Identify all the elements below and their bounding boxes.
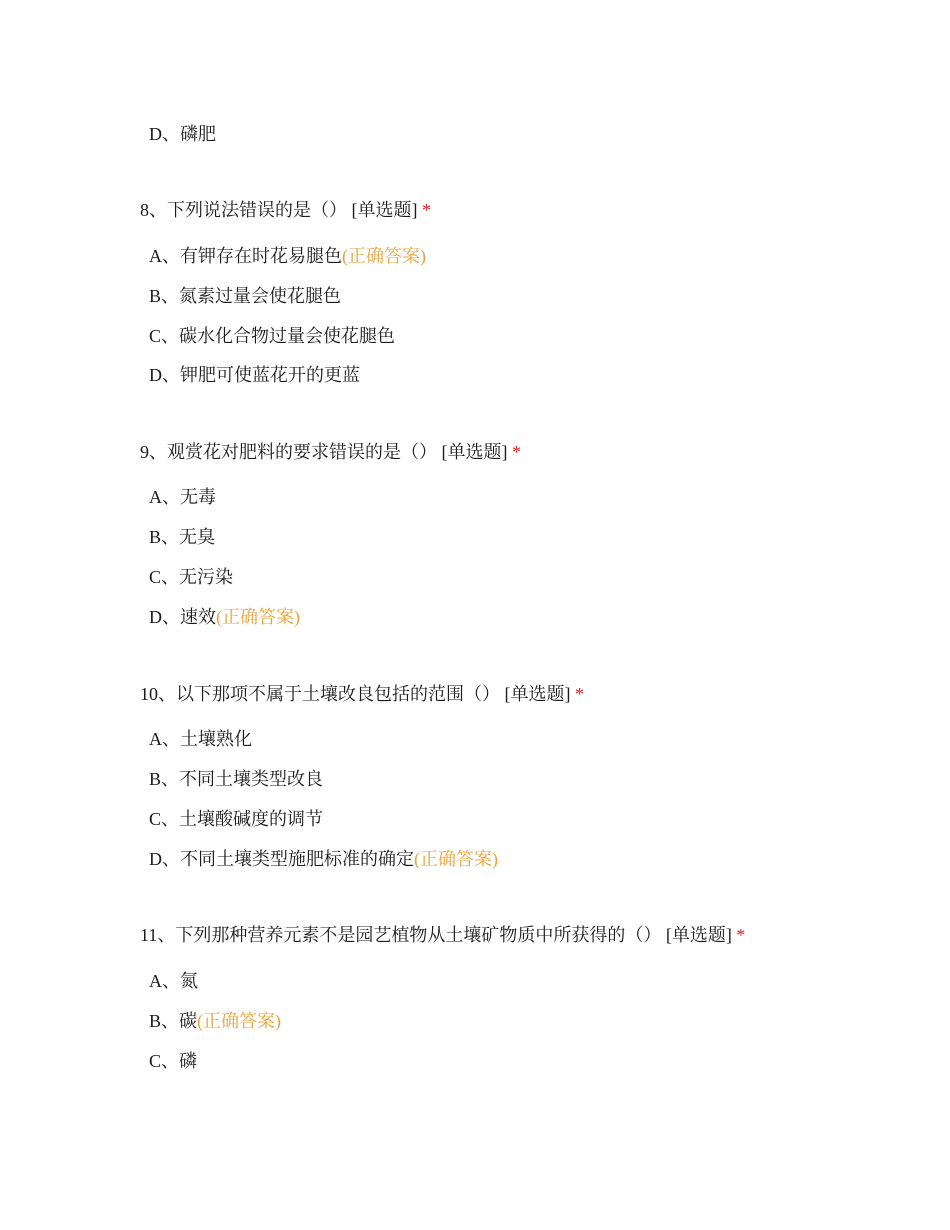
required-mark: * [736, 925, 746, 945]
question-9-option-d [149, 605, 300, 629]
option-label: C、土壤酸碱度的调节 [149, 809, 324, 829]
option-label: B、不同土壤类型改良 [149, 769, 324, 789]
question-11-option-b [149, 1009, 281, 1033]
option-label: C、磷 [149, 1051, 198, 1071]
question-type: [单选题] [351, 200, 418, 220]
question-type: [单选题] [441, 442, 508, 462]
required-mark: * [575, 684, 584, 704]
question-11-option-a [149, 969, 198, 993]
question-type: [单选题] [504, 684, 571, 704]
question-10-title [140, 682, 584, 706]
question-type: [单选题] [665, 925, 732, 945]
question-9-option-b [149, 525, 215, 549]
option-label: A、土壤熟化 [149, 729, 252, 749]
question-9-title [140, 440, 521, 464]
question-8-option-d [149, 363, 360, 387]
option-label: B、无臭 [149, 527, 216, 547]
option-label: A、无毒 [149, 487, 216, 507]
question-10-option-c [149, 807, 323, 831]
question-8-option-b [149, 284, 341, 308]
question-8-title [140, 198, 431, 222]
question-11-title [140, 923, 745, 947]
option-label: D、速效 [149, 607, 216, 627]
option-label: B、氮素过量会使花腿色 [149, 286, 342, 306]
question-text: 9、观赏花对肥料的要求错误的是（） [140, 442, 437, 462]
question-11-option-c [149, 1049, 197, 1073]
question-text: 8、下列说法错误的是（） [140, 200, 347, 220]
correct-answer-tag: (正确答案) [216, 607, 300, 627]
required-mark: * [422, 200, 431, 220]
question-text: 10、以下那项不属于土壤改良包括的范围（） [140, 684, 500, 704]
question-10-option-a [149, 727, 252, 751]
option-d [149, 122, 216, 146]
correct-answer-tag: (正确答案) [342, 246, 426, 266]
option-label: D、钾肥可使蓝花开的更蓝 [149, 365, 360, 385]
option-label: D、磷肥 [149, 124, 216, 144]
option-label: B、碳 [149, 1011, 198, 1031]
required-mark: * [512, 442, 521, 462]
option-label: D、不同土壤类型施肥标准的确定 [149, 849, 414, 869]
question-8-option-c [149, 324, 395, 348]
option-label: A、氮 [149, 971, 198, 991]
question-10-option-d [149, 847, 498, 871]
correct-answer-tag: (正确答案) [197, 1011, 282, 1031]
question-9-option-c [149, 565, 233, 589]
option-label: C、无污染 [149, 567, 234, 587]
question-9-option-a [149, 485, 216, 509]
question-8-option-a [149, 244, 426, 268]
option-label: A、有钾存在时花易腿色 [149, 246, 342, 266]
question-text: 11、下列那种营养元素不是园艺植物从土壤矿物质中所获得的（） [140, 925, 662, 945]
option-label: C、碳水化合物过量会使花腿色 [149, 326, 396, 346]
question-10-option-b [149, 767, 323, 791]
correct-answer-tag: (正确答案) [414, 849, 498, 869]
